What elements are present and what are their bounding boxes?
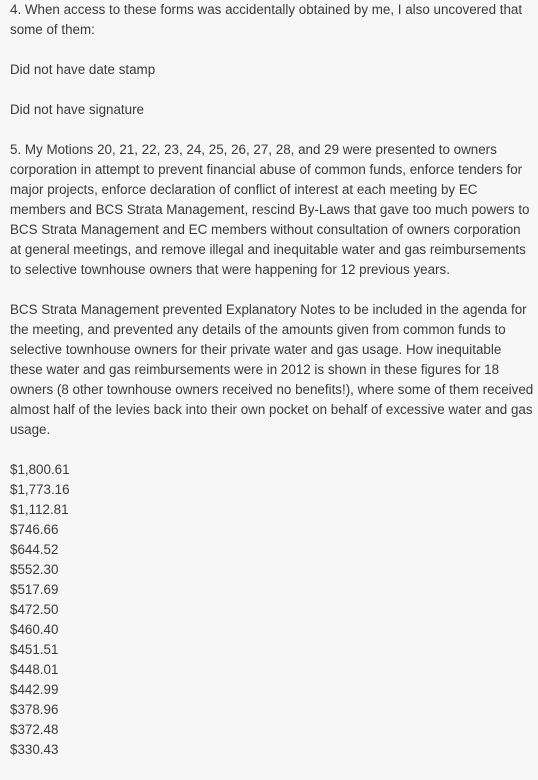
amount-item: $746.66: [10, 522, 59, 537]
amount-item: $517.69: [10, 582, 59, 597]
paragraph-explanatory-notes: BCS Strata Management prevented Explanatory Notes to be included in the agenda for the meeting, and prevented any details of the amounts given from common funds to selective townhouse owners for their private water and gas usage. How inequitable these water and gas reimbursements were in 2012 is shown in these figures for 18 owners (8 other townhouse owners received no benefits!), where some of them received almost half of the levies back into their own pocket on behalf of excessive water and gas usage.: [10, 302, 537, 437]
amount-item: $644.52: [10, 542, 59, 557]
amount-item: $448.01: [10, 662, 59, 677]
amount-item: $372.48: [10, 722, 59, 737]
amount-item: $330.43: [10, 742, 59, 757]
amount-item: $1,800.61: [10, 462, 70, 477]
amount-item: $1,112.81: [10, 502, 69, 517]
amount-item: $442.99: [10, 682, 59, 697]
paragraph-5: 5. My Motions 20, 21, 22, 23, 24, 25, 26, 27, 28, and 29 were presented to owners corporation in attempt to prevent financial abuse of common funds, enforce tenders for major projects, enforce declaration of conflict of interest at each meeting by EC members and BCS Strata Management, rescind By-Laws that gave too much powers to BCS Strata Management and EC members without consultation of owners corporation at general meetings, and remove illegal and inequitable water and gas reimbursements to selective townhouse owners that were happening for 12 previous years.: [10, 142, 534, 277]
amount-item: $378.96: [10, 702, 59, 717]
amount-item: $552.30: [10, 562, 59, 577]
amount-item: $460.40: [10, 622, 59, 637]
paragraph-no-signature: Did not have signature: [10, 102, 144, 117]
paragraph-no-date-stamp: Did not have date stamp: [10, 62, 156, 77]
amount-item: $1,773.16: [10, 482, 70, 497]
amount-item: $472.50: [10, 602, 59, 617]
document-body: [10, 0, 537, 760]
amount-item: $451.51: [10, 642, 59, 657]
paragraph-4: 4. When access to these forms was accidentally obtained by me, I also uncovered that some of them:: [10, 2, 526, 37]
amount-list: [10, 460, 534, 760]
